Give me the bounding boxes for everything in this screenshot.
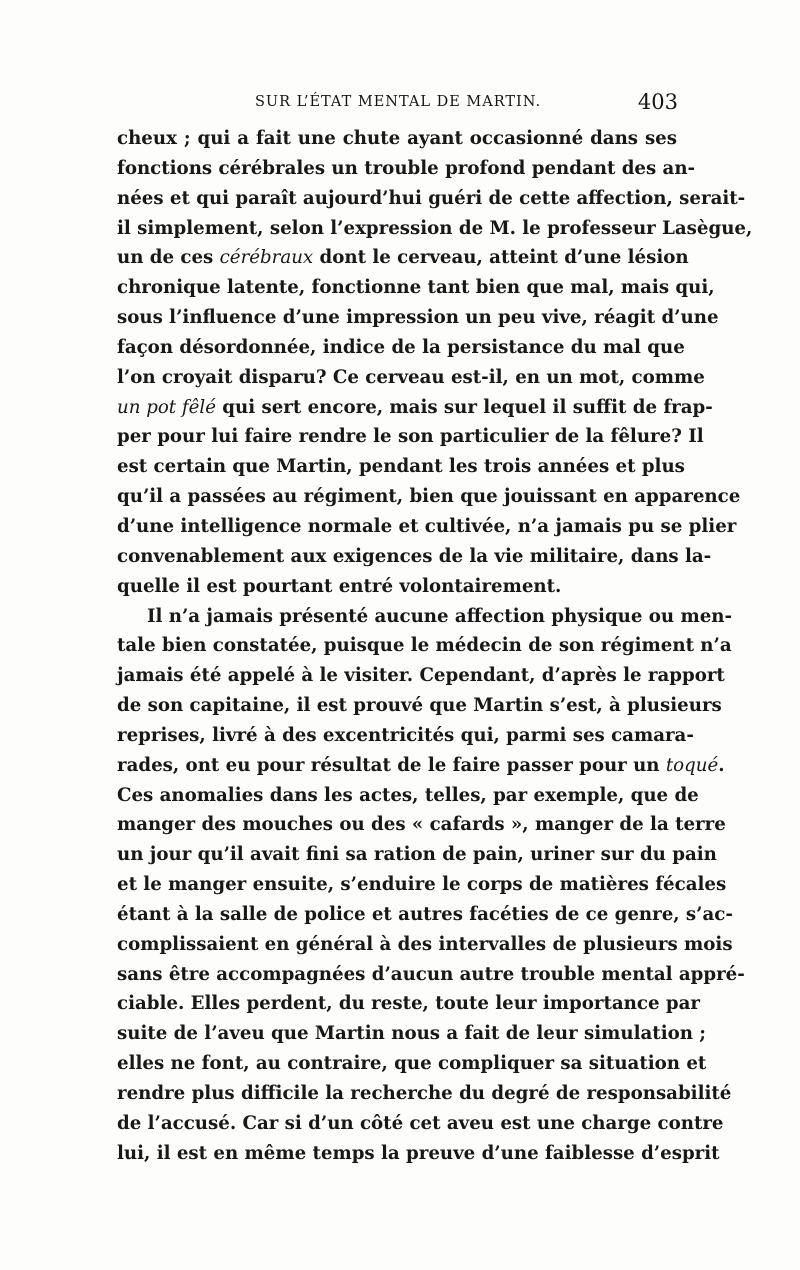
text-line: per pour lui faire rendre le son particulier de la fêlure? Il [117,426,704,448]
text-line [117,243,689,273]
text-line: il simplement, selon l’expression de M. le professeur Lasègue, [117,217,753,239]
text-line: Ces anomalies dans les actes, telles, par exemple, que de [117,784,699,806]
text-line: façon désordonnée, indice de la persistance du mal que [117,336,685,358]
text-line: quelle il est pourtant entré volontairement. [117,575,562,597]
text-line: sans être accompagnées d’aucun autre trouble mental appré- [117,963,745,985]
text-line [117,751,725,781]
text-line: complissaient en général à des intervalles de plusieurs mois [117,933,733,955]
text-line: de l’accusé. Car si d’un côté cet aveu est une charge contre [117,1112,724,1134]
text-line: ciable. Elles perdent, du reste, toute leur importance par [117,993,700,1015]
text-line: fonctions cérébrales un trouble profond pendant des an- [117,157,696,179]
text-line: cheux ; qui a fait une chute ayant occasionné dans ses [117,128,677,149]
text-line: qu’il a passées au régiment, bien que jouissant en apparence [117,486,741,508]
text-line: rendre plus difficile la recherche du degré de responsabilité [117,1083,732,1104]
text-line: étant à la salle de police et autres facéties de ce genre, s’ac- [117,903,733,925]
text-line: convenablement aux exigences de la vie militaire, dans la- [117,545,712,567]
text-line: elles ne font, au contraire, que compliquer sa situation et [117,1053,707,1075]
text-line: de son capitaine, il est prouvé que Martin s’est, à plusieurs [117,695,722,717]
text-line: manger des mouches ou des « cafards », manger de la terre [117,814,726,836]
body-text [117,124,753,1169]
text-run: dont le cerveau, atteint d’une lésion [313,247,689,269]
text-line: chronique latente, fonctionne tant bien que mal, mais qui, [117,277,715,299]
text-run: rades, ont eu pour résultat de le faire passer pour un [117,754,666,776]
running-head [118,92,678,116]
italic-term: toqué [665,754,719,776]
text-run: . [718,754,725,776]
text-line: jamais été appelé à le visiter. Cependant, d’après le rapport [117,665,725,687]
text-run: qui sert encore, mais sur lequel il suffit de frap- [215,396,713,418]
text-run: un de ces [117,247,220,269]
text-line: d’une intelligence normale et cultivée, n’a jamais pu se plier [117,515,737,537]
italic-term: un pot fêlé [117,396,216,418]
text-line: Il n’a jamais présenté aucune affection physique ou men- [147,605,733,627]
running-title: SUR L’ÉTAT MENTAL DE MARTIN. [255,94,542,110]
text-line: l’on croyait disparu? Ce cerveau est-il, en un mot, comme [117,366,705,388]
text-line: est certain que Martin, pendant les trois années et plus [117,456,685,478]
italic-term: cérébraux [219,247,314,269]
text-line: lui, il est en même temps la preuve d’une faiblesse d’esprit [117,1142,720,1164]
text-line: nées et qui paraît aujourd’hui guéri de cette affection, serait- [117,187,746,209]
text-line: reprises, livré à des excentricités qui, parmi ses camara- [117,724,694,746]
text-line [117,393,713,423]
text-line: et le manger ensuite, s’enduire le corps de matières fécales [117,874,727,896]
text-line: suite de l’aveu que Martin nous a fait de leur simulation ; [117,1023,706,1045]
text-line: tale bien constatée, puisque le médecin de son régiment n’a [117,635,732,657]
page-number: 403 [637,90,678,114]
text-line: sous l’influence d’une impression un peu vive, réagit d’une [117,307,719,329]
text-line: un jour qu’il avait fini sa ration de pain, uriner sur du pain [117,844,717,866]
